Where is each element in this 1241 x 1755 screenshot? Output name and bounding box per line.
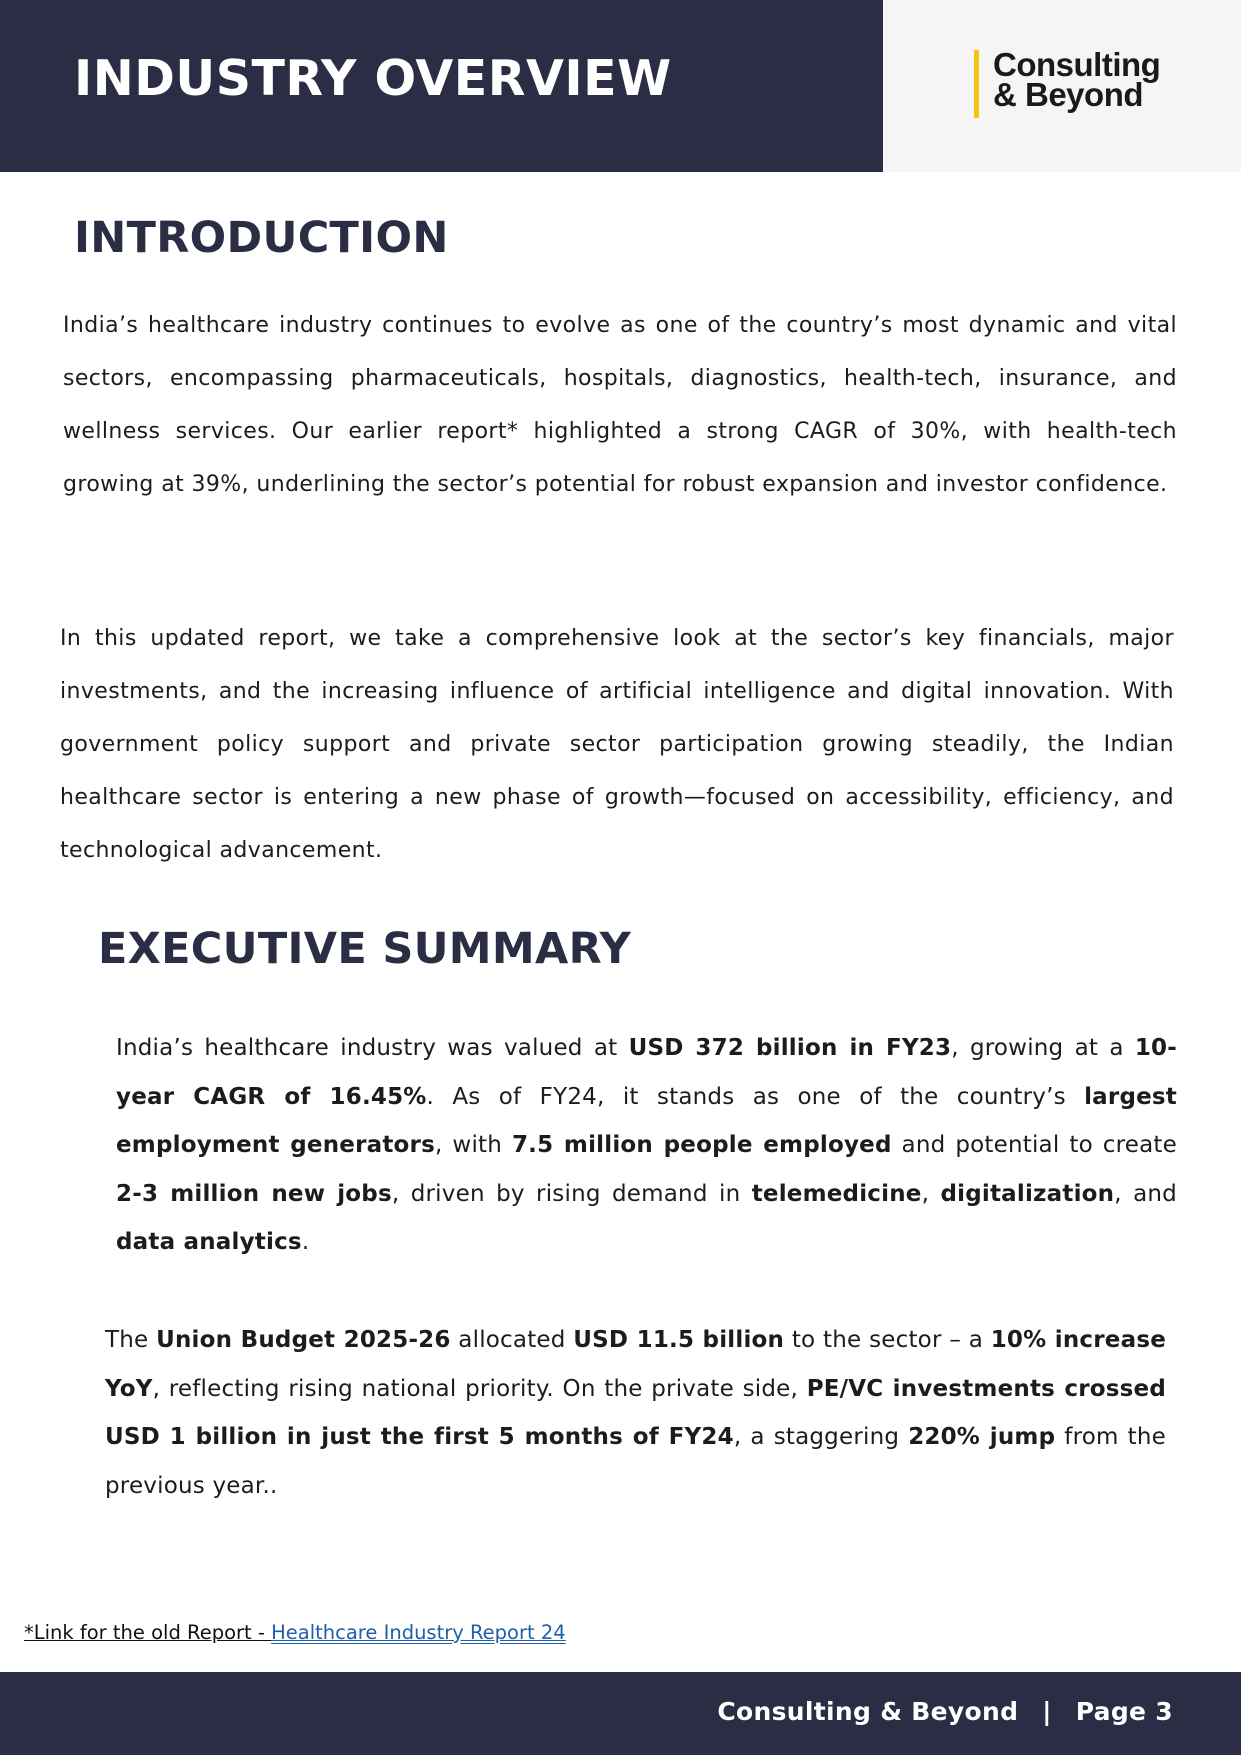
executive-summary-paragraph-1: India’s healthcare industry was valued at USD 372 billion in FY23, growing at a 10-year CAGR of 16.45%. As of FY24, it stands as one of the country’s largest employment generators, with 7.5 million people employed and potential to create 2-3 million new jobs, driven by rising demand in telemedicine, digitalization, and data analytics.	[116, 1035, 1177, 1255]
footer-brand: Consulting & Beyond	[717, 1697, 1019, 1726]
footnote	[24, 1621, 566, 1644]
page-title: INDUSTRY OVERVIEW	[74, 50, 672, 107]
header-band	[0, 0, 883, 172]
introduction-paragraph-1: India’s healthcare industry continues to evolve as one of the country’s most dynamic and vital sectors, encompassing pharmaceuticals, hospitals, diagnostics, health-tech, insurance, and wellness services. Our earlier report* highlighted a strong CAGR of 30%, with health-tech growing at 39%, underlining the sector’s potential for robust expansion and investor confidence.	[63, 313, 1177, 497]
page-number: Page 3	[1075, 1697, 1173, 1726]
old-report-link[interactable]: Healthcare Industry Report 24	[271, 1621, 566, 1644]
footer-text	[717, 1697, 1173, 1726]
logo-line-2: & Beyond	[993, 76, 1144, 113]
footer-separator: |	[1042, 1697, 1052, 1726]
footer-band	[0, 1672, 1241, 1755]
executive-summary-paragraph-2: The Union Budget 2025-26 allocated USD 11.5 billion to the sector – a 10% increase YoY, reflecting rising national priority. On the private side, PE/VC investments crossed USD 1 billion in just the first 5 months of FY24, a staggering 220% jump from the previous year..	[105, 1327, 1167, 1499]
logo-accent-bar	[974, 50, 979, 118]
introduction-paragraph-2: In this updated report, we take a comprehensive look at the sector’s key financials, major investments, and the increasing influence of artificial intelligence and digital innovation. With government policy support and private sector participation growing steadily, the Indian healthcare sector is entering a new phase of growth—focused on accessibility, efficiency, and technological advancement.	[60, 626, 1174, 863]
logo-line-1: Consulting	[993, 46, 1161, 83]
executive-summary-heading: EXECUTIVE SUMMARY	[98, 924, 632, 974]
logo	[883, 0, 1241, 172]
footnote-prefix: *Link for the old Report -	[24, 1621, 272, 1644]
logo-wordmark	[993, 46, 1161, 113]
introduction-heading: INTRODUCTION	[74, 213, 449, 263]
